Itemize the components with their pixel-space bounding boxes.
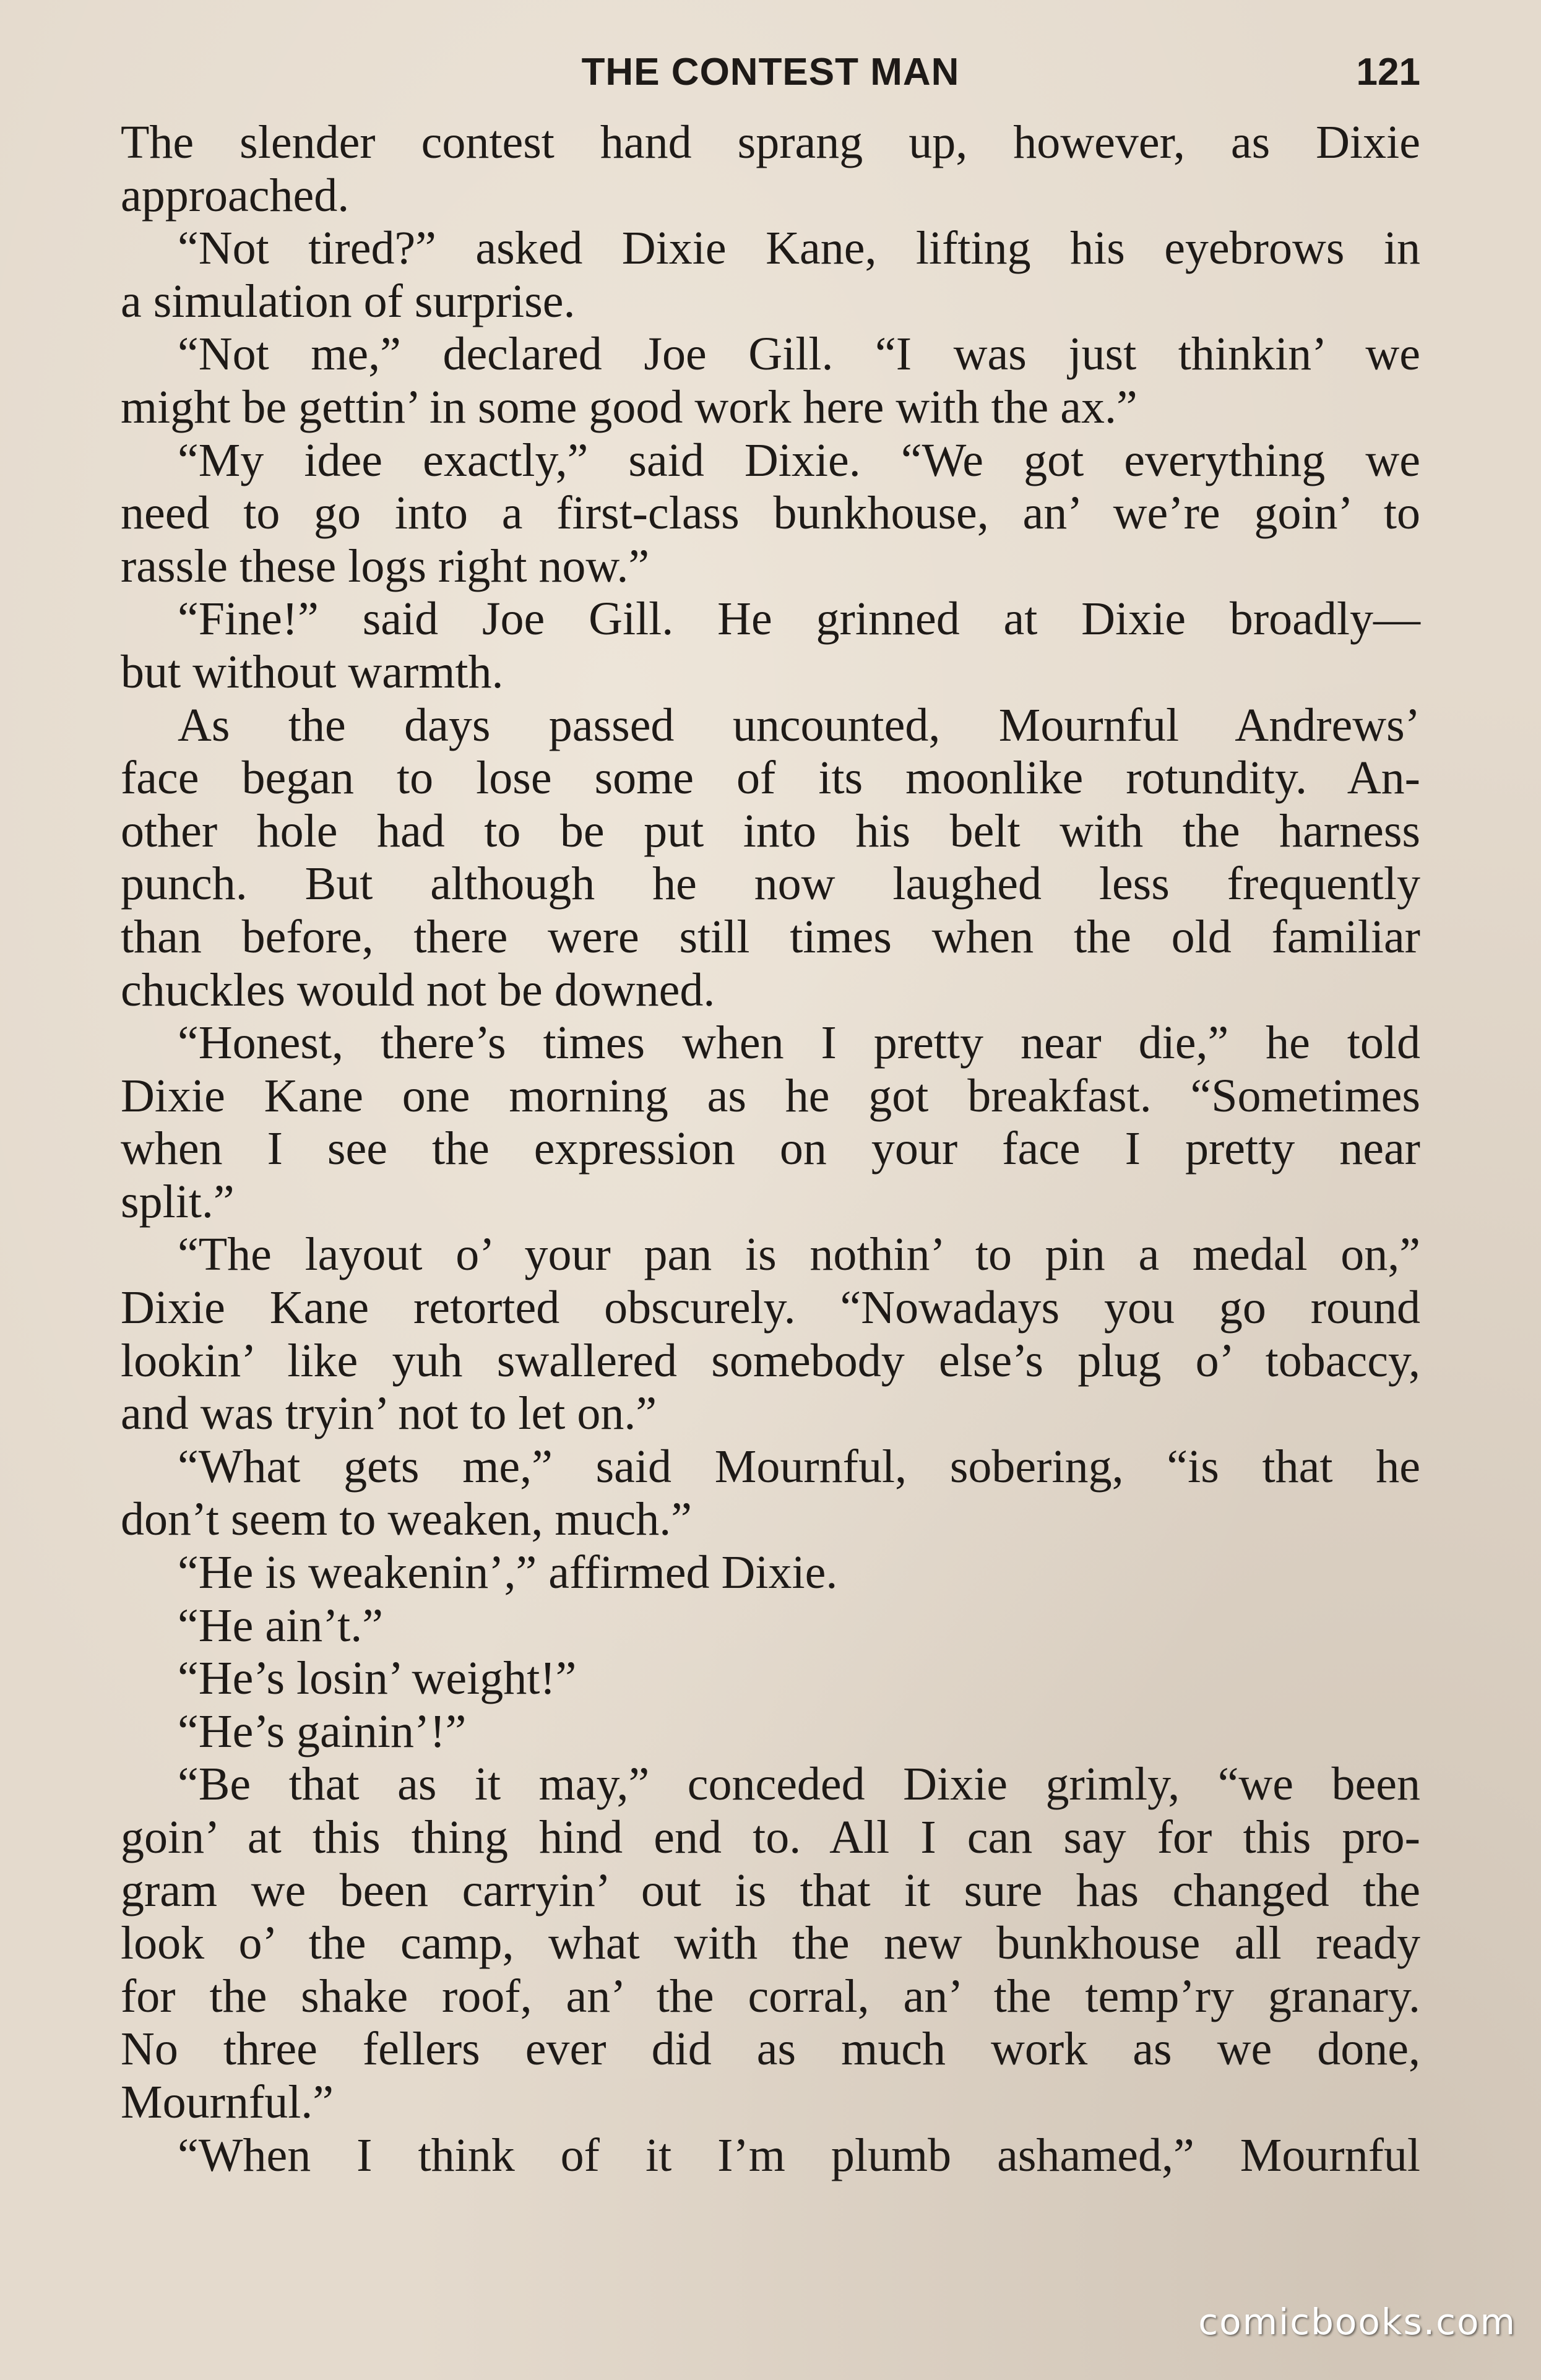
text-line: approached. <box>121 169 350 222</box>
text-line: Dixie Kane retorted obscurely. “Nowadays you go round <box>121 1282 1420 1334</box>
text-line: lookin’ like yuh swallered somebody else’s plug o’ tobaccy, <box>121 1334 1420 1387</box>
text-line: need to go into a first-class bunkhouse, an’ we’re goin’ to <box>121 487 1420 540</box>
text-line: “Fine!” said Joe Gill. He grinned at Dixie broadly— <box>178 593 1420 645</box>
text-line: look o’ the camp, what with the new bunkhouse all ready <box>121 1917 1420 1970</box>
text-line: face began to lose some of its moonlike rotundity. An- <box>121 752 1420 804</box>
text-line: As the days passed uncounted, Mournful Andrews’ <box>178 699 1420 751</box>
text-line: goin’ at this thing hind end to. All I can say for this pro- <box>121 1811 1420 1863</box>
text-line: Dixie Kane one morning as he got breakfast. “Sometimes <box>121 1069 1420 1122</box>
text-line: “Be that as it may,” conceded Dixie grimly, “we been <box>178 1758 1420 1811</box>
running-title: THE CONTEST MAN <box>581 51 960 93</box>
text-line: “He’s losin’ weight!” <box>178 1652 577 1705</box>
text-line: when I see the expression on your face I pretty near <box>121 1123 1420 1175</box>
text-line: “The layout o’ your pan is nothin’ to pin a medal on,” <box>178 1228 1420 1281</box>
text-line: “Not tired?” asked Dixie Kane, lifting his eyebrows in <box>178 222 1420 275</box>
text-line: “He’s gainin’!” <box>178 1705 467 1757</box>
text-line: gram we been carryin’ out is that it sure has changed the <box>121 1864 1420 1917</box>
text-line: “My idee exactly,” said Dixie. “We got everything we <box>178 434 1420 486</box>
text-line: Mournful.” <box>121 2076 334 2128</box>
text-line: The slender contest hand sprang up, however, as Dixie <box>121 116 1420 168</box>
text-line: chuckles would not be downed. <box>121 964 715 1016</box>
text-line: and was tryin’ not to let on.” <box>121 1387 657 1440</box>
text-line: “He ain’t.” <box>178 1599 383 1652</box>
watermark: comicbooks.com <box>1198 2301 1516 2343</box>
text-line: “He is weakenin’,” affirmed Dixie. <box>178 1546 838 1599</box>
text-line: split.” <box>121 1175 235 1228</box>
text-line: for the shake roof, an’ the corral, an’ the temp’ry granary. <box>121 1970 1420 2022</box>
text-line: punch. But although he now laughed less frequently <box>121 858 1420 910</box>
text-line: don’t seem to weaken, much.” <box>121 1493 692 1546</box>
text-line: but without warmth. <box>121 645 504 698</box>
text-line: other hole had to be put into his belt with the harness <box>121 804 1420 857</box>
text-line: rassle these logs right now.” <box>121 540 650 592</box>
text-line: “Not me,” declared Joe Gill. “I was just thinkin’ we <box>178 328 1420 381</box>
text-line: a simulation of surprise. <box>121 275 576 327</box>
text-line: “When I think of it I’m plumb ashamed,” Mournful <box>178 2129 1420 2181</box>
text-line: might be gettin’ in some good work here with the ax.” <box>121 381 1137 433</box>
text-line: than before, there were still times when the old familiar <box>121 910 1420 963</box>
text-line: No three fellers ever did as much work as we done, <box>121 2023 1420 2076</box>
page-header <box>121 45 1420 100</box>
text-line: “What gets me,” said Mournful, sobering, “is that he <box>178 1440 1420 1493</box>
body-text <box>121 116 1420 2182</box>
text-line: “Honest, there’s times when I pretty near die,” he told <box>178 1017 1420 1069</box>
page-number: 121 <box>1356 51 1420 93</box>
